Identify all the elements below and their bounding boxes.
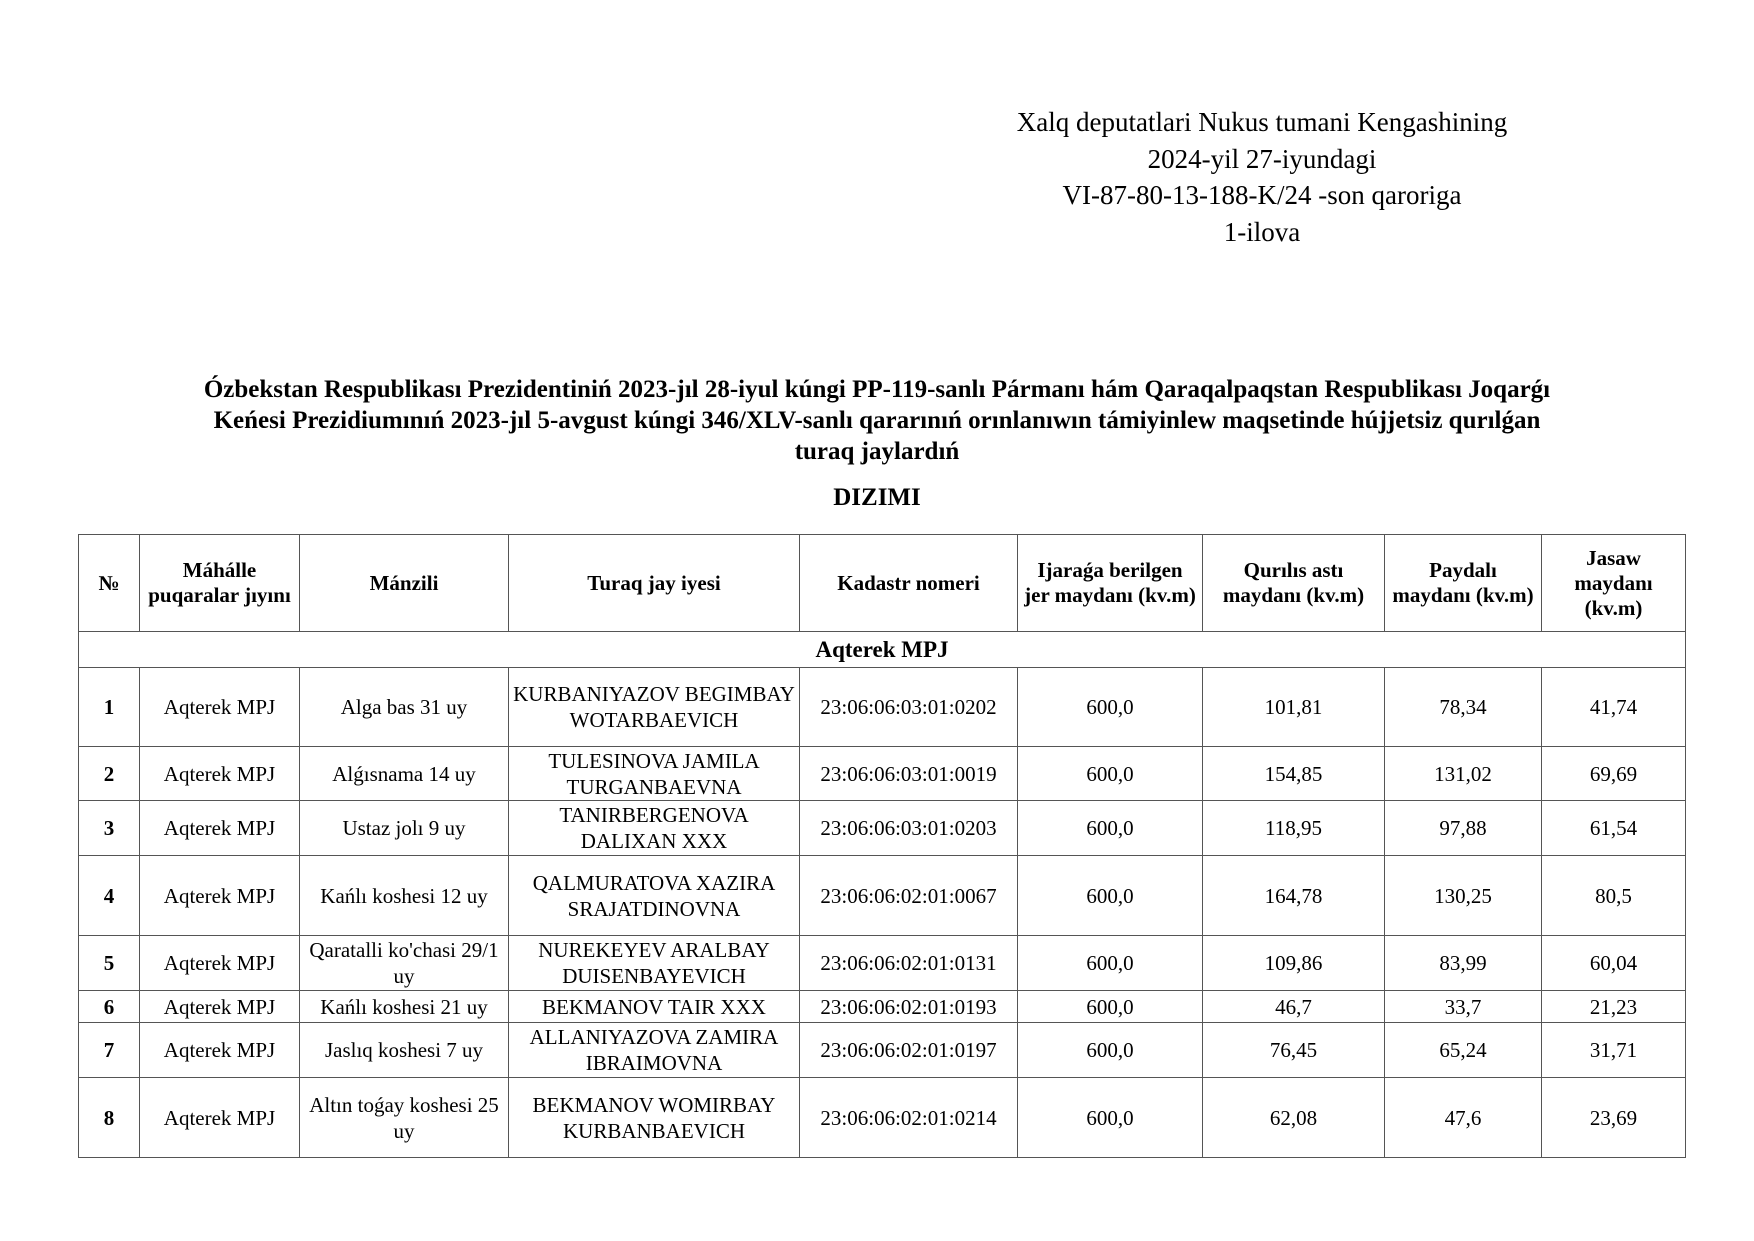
column-header-mahalle: Máhálle puqaralar jıyını — [140, 535, 300, 632]
housing-list-table — [78, 534, 1686, 1158]
document-subtitle: DIZIMI — [833, 484, 921, 511]
column-header-cadastre: Kadastr nomeri — [800, 535, 1018, 632]
table-row — [79, 668, 1686, 747]
section-row — [79, 632, 1686, 668]
cell-address: Jaslıq koshesi 7 uy — [300, 1023, 509, 1078]
cell-row-number: 6 — [79, 991, 140, 1023]
cell-cadastre-number: 23:06:06:02:01:0193 — [800, 991, 1018, 1023]
cell-useful-area: 78,34 — [1385, 668, 1542, 747]
cell-address: Altın toǵay koshesi 25 uy — [300, 1078, 509, 1158]
cell-useful-area: 130,25 — [1385, 856, 1542, 936]
cell-cadastre-number: 23:06:06:02:01:0067 — [800, 856, 1018, 936]
cell-address: Alǵısnama 14 uy — [300, 747, 509, 801]
cell-useful-area: 97,88 — [1385, 801, 1542, 856]
cell-row-number: 5 — [79, 936, 140, 991]
cell-useful-area: 65,24 — [1385, 1023, 1542, 1078]
cell-mahalle: Aqterek MPJ — [140, 801, 300, 856]
table-row — [79, 856, 1686, 936]
column-header-built-area: Qurılıs astı maydanı (kv.m) — [1203, 535, 1385, 632]
column-header-number: № — [79, 535, 140, 632]
header-line: 2024-yil 27-iyundagi — [1147, 143, 1377, 174]
title-line: Ózbekstan Respublikası Prezidentiniń 2023-jıl 28-iyul kúngi PP-119-sanlı Pármanı hám Qaraqalpaqstan Respublikası Joqarǵı — [203, 376, 1551, 403]
cell-cadastre-number: 23:06:06:03:01:0203 — [800, 801, 1018, 856]
cell-leased-area: 600,0 — [1018, 856, 1203, 936]
cell-leased-area: 600,0 — [1018, 801, 1203, 856]
cell-built-area: 101,81 — [1203, 668, 1385, 747]
cell-row-number: 7 — [79, 1023, 140, 1078]
cell-cadastre-number: 23:06:06:03:01:0019 — [800, 747, 1018, 801]
cell-cadastre-number: 23:06:06:02:01:0131 — [800, 936, 1018, 991]
cell-address: Qaratalli ko'chasi 29/1 uy — [300, 936, 509, 991]
cell-mahalle: Aqterek MPJ — [140, 991, 300, 1023]
cell-owner: TULESINOVA JAMILA TURGANBAEVNA — [509, 747, 800, 801]
column-header-address: Mánzili — [300, 535, 509, 632]
cell-living-area: 31,71 — [1542, 1023, 1686, 1078]
section-label: Aqterek MPJ — [79, 632, 1686, 668]
document-title — [100, 374, 1654, 467]
cell-built-area: 109,86 — [1203, 936, 1385, 991]
cell-leased-area: 600,0 — [1018, 1023, 1203, 1078]
cell-row-number: 1 — [79, 668, 140, 747]
table-row — [79, 1023, 1686, 1078]
cell-leased-area: 600,0 — [1018, 1078, 1203, 1158]
cell-address: Alga bas 31 uy — [300, 668, 509, 747]
cell-address: Kańlı koshesi 21 uy — [300, 991, 509, 1023]
cell-mahalle: Aqterek MPJ — [140, 668, 300, 747]
cell-mahalle: Aqterek MPJ — [140, 856, 300, 936]
cell-mahalle: Aqterek MPJ — [140, 936, 300, 991]
header-line: VI-87-80-13-188-K/24 -son qaroriga — [1062, 180, 1462, 210]
cell-useful-area: 131,02 — [1385, 747, 1542, 801]
cell-built-area: 76,45 — [1203, 1023, 1385, 1078]
table-row — [79, 801, 1686, 856]
cell-living-area: 23,69 — [1542, 1078, 1686, 1158]
cell-owner: TANIRBERGENOVA DALIXAN XXX — [509, 801, 800, 856]
title-line: Keńesi Prezidiumınıń 2023-jıl 5-avgust kúngi 346/XLV-sanlı qararınıń orınlanıwın támiyinlew maqsetinde hújjetsiz qurılǵan — [213, 407, 1541, 434]
cell-owner: ALLANIYAZOVA ZAMIRA IBRAIMOVNA — [509, 1023, 800, 1078]
cell-owner: BEKMANOV TAIR XXX — [509, 991, 800, 1023]
cell-address: Kańlı koshesi 12 uy — [300, 856, 509, 936]
cell-built-area: 62,08 — [1203, 1078, 1385, 1158]
cell-living-area: 41,74 — [1542, 668, 1686, 747]
cell-row-number: 3 — [79, 801, 140, 856]
cell-row-number: 2 — [79, 747, 140, 801]
cell-cadastre-number: 23:06:06:03:01:0202 — [800, 668, 1018, 747]
cell-leased-area: 600,0 — [1018, 991, 1203, 1023]
column-header-living-area: Jasaw maydanı (kv.m) — [1542, 535, 1686, 632]
cell-cadastre-number: 23:06:06:02:01:0214 — [800, 1078, 1018, 1158]
table-row — [79, 991, 1686, 1023]
cell-cadastre-number: 23:06:06:02:01:0197 — [800, 1023, 1018, 1078]
cell-living-area: 60,04 — [1542, 936, 1686, 991]
table-header-row — [79, 535, 1686, 632]
column-header-leased-area: Ijaraǵa berilgen jer maydanı (kv.m) — [1018, 535, 1203, 632]
column-header-owner: Turaq jay iyesi — [509, 535, 800, 632]
table-row — [79, 747, 1686, 801]
cell-useful-area: 83,99 — [1385, 936, 1542, 991]
cell-living-area: 21,23 — [1542, 991, 1686, 1023]
cell-owner: QALMURATOVA XAZIRA SRAJATDINOVNA — [509, 856, 800, 936]
cell-built-area: 164,78 — [1203, 856, 1385, 936]
cell-leased-area: 600,0 — [1018, 936, 1203, 991]
cell-row-number: 8 — [79, 1078, 140, 1158]
title-line: turaq jaylardıń — [794, 438, 960, 465]
table-row — [79, 1078, 1686, 1158]
cell-owner: NUREKEYEV ARALBAY DUISENBAYEVICH — [509, 936, 800, 991]
cell-useful-area: 33,7 — [1385, 991, 1542, 1023]
cell-mahalle: Aqterek MPJ — [140, 1078, 300, 1158]
cell-owner: BEKMANOV WOMIRBAY KURBANBAEVICH — [509, 1078, 800, 1158]
cell-row-number: 4 — [79, 856, 140, 936]
column-header-useful-area: Paydalı maydanı (kv.m) — [1385, 535, 1542, 632]
cell-living-area: 69,69 — [1542, 747, 1686, 801]
cell-built-area: 154,85 — [1203, 747, 1385, 801]
cell-owner: KURBANIYAZOV BEGIMBAY WOTARBAEVICH — [509, 668, 800, 747]
appendix-header — [962, 104, 1562, 250]
table-row — [79, 936, 1686, 991]
cell-leased-area: 600,0 — [1018, 668, 1203, 747]
cell-built-area: 46,7 — [1203, 991, 1385, 1023]
cell-built-area: 118,95 — [1203, 801, 1385, 856]
header-line: Xalq deputatlari Nukus tumani Kengashining — [1016, 107, 1508, 137]
cell-leased-area: 600,0 — [1018, 747, 1203, 801]
header-line: 1-ilova — [1223, 216, 1301, 247]
cell-living-area: 61,54 — [1542, 801, 1686, 856]
cell-mahalle: Aqterek MPJ — [140, 1023, 300, 1078]
cell-address: Ustaz jolı 9 uy — [300, 801, 509, 856]
cell-mahalle: Aqterek MPJ — [140, 747, 300, 801]
cell-useful-area: 47,6 — [1385, 1078, 1542, 1158]
cell-living-area: 80,5 — [1542, 856, 1686, 936]
